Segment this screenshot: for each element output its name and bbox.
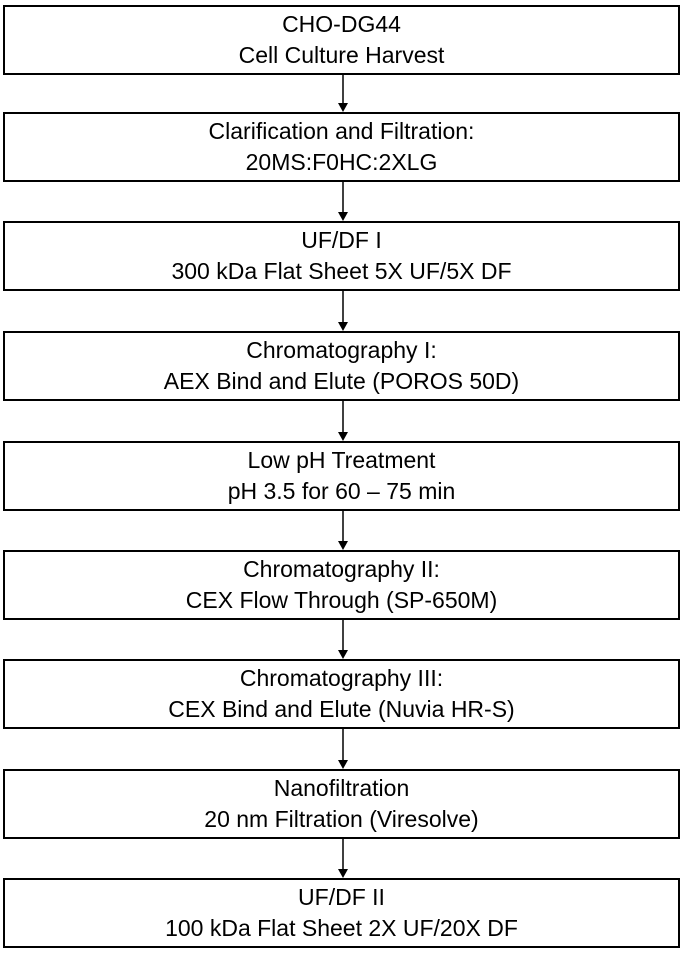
step-title: Nanofiltration: [273, 775, 410, 801]
step-detail: 100 kDa Flat Sheet 2X UF/20X DF: [165, 915, 518, 941]
step-nanofiltration: [3, 769, 680, 839]
step-harvest: [3, 5, 680, 75]
arrow-down-icon: [336, 401, 350, 441]
arrow-down-icon: [336, 511, 350, 550]
step-detail: 20MS:F0HC:2XLG: [245, 149, 438, 175]
arrow-down-icon: [336, 620, 350, 659]
step-title: Chromatography I:: [246, 337, 437, 363]
step-clarification: [3, 112, 680, 182]
arrow-down-icon: [336, 182, 350, 221]
step-ufdf-1: [3, 221, 680, 291]
step-title: Clarification and Filtration:: [208, 118, 475, 144]
step-detail: 20 nm Filtration (Viresolve): [204, 806, 479, 832]
step-detail: AEX Bind and Elute (POROS 50D): [163, 368, 520, 394]
arrow-down-icon: [336, 75, 350, 112]
step-detail: CEX Bind and Elute (Nuvia HR-S): [168, 696, 515, 722]
step-title: Chromatography III:: [239, 665, 444, 691]
step-chromatography-1: [3, 331, 680, 401]
step-detail: pH 3.5 for 60 – 75 min: [227, 478, 456, 504]
step-low-ph: [3, 441, 680, 511]
step-title: Low pH Treatment: [247, 447, 436, 473]
step-title: CHO-DG44: [282, 11, 401, 37]
step-detail: Cell Culture Harvest: [238, 42, 445, 68]
arrow-down-icon: [336, 729, 350, 769]
step-title: Chromatography II:: [243, 556, 440, 582]
step-chromatography-2: [3, 550, 680, 620]
arrow-down-icon: [336, 839, 350, 878]
step-detail: 300 kDa Flat Sheet 5X UF/5X DF: [171, 258, 512, 284]
arrow-down-icon: [336, 291, 350, 331]
step-chromatography-3: [3, 659, 680, 729]
step-detail: CEX Flow Through (SP-650M): [185, 587, 498, 613]
step-title: UF/DF I: [301, 227, 382, 253]
step-ufdf-2: [3, 878, 680, 948]
step-title: UF/DF II: [298, 884, 385, 910]
